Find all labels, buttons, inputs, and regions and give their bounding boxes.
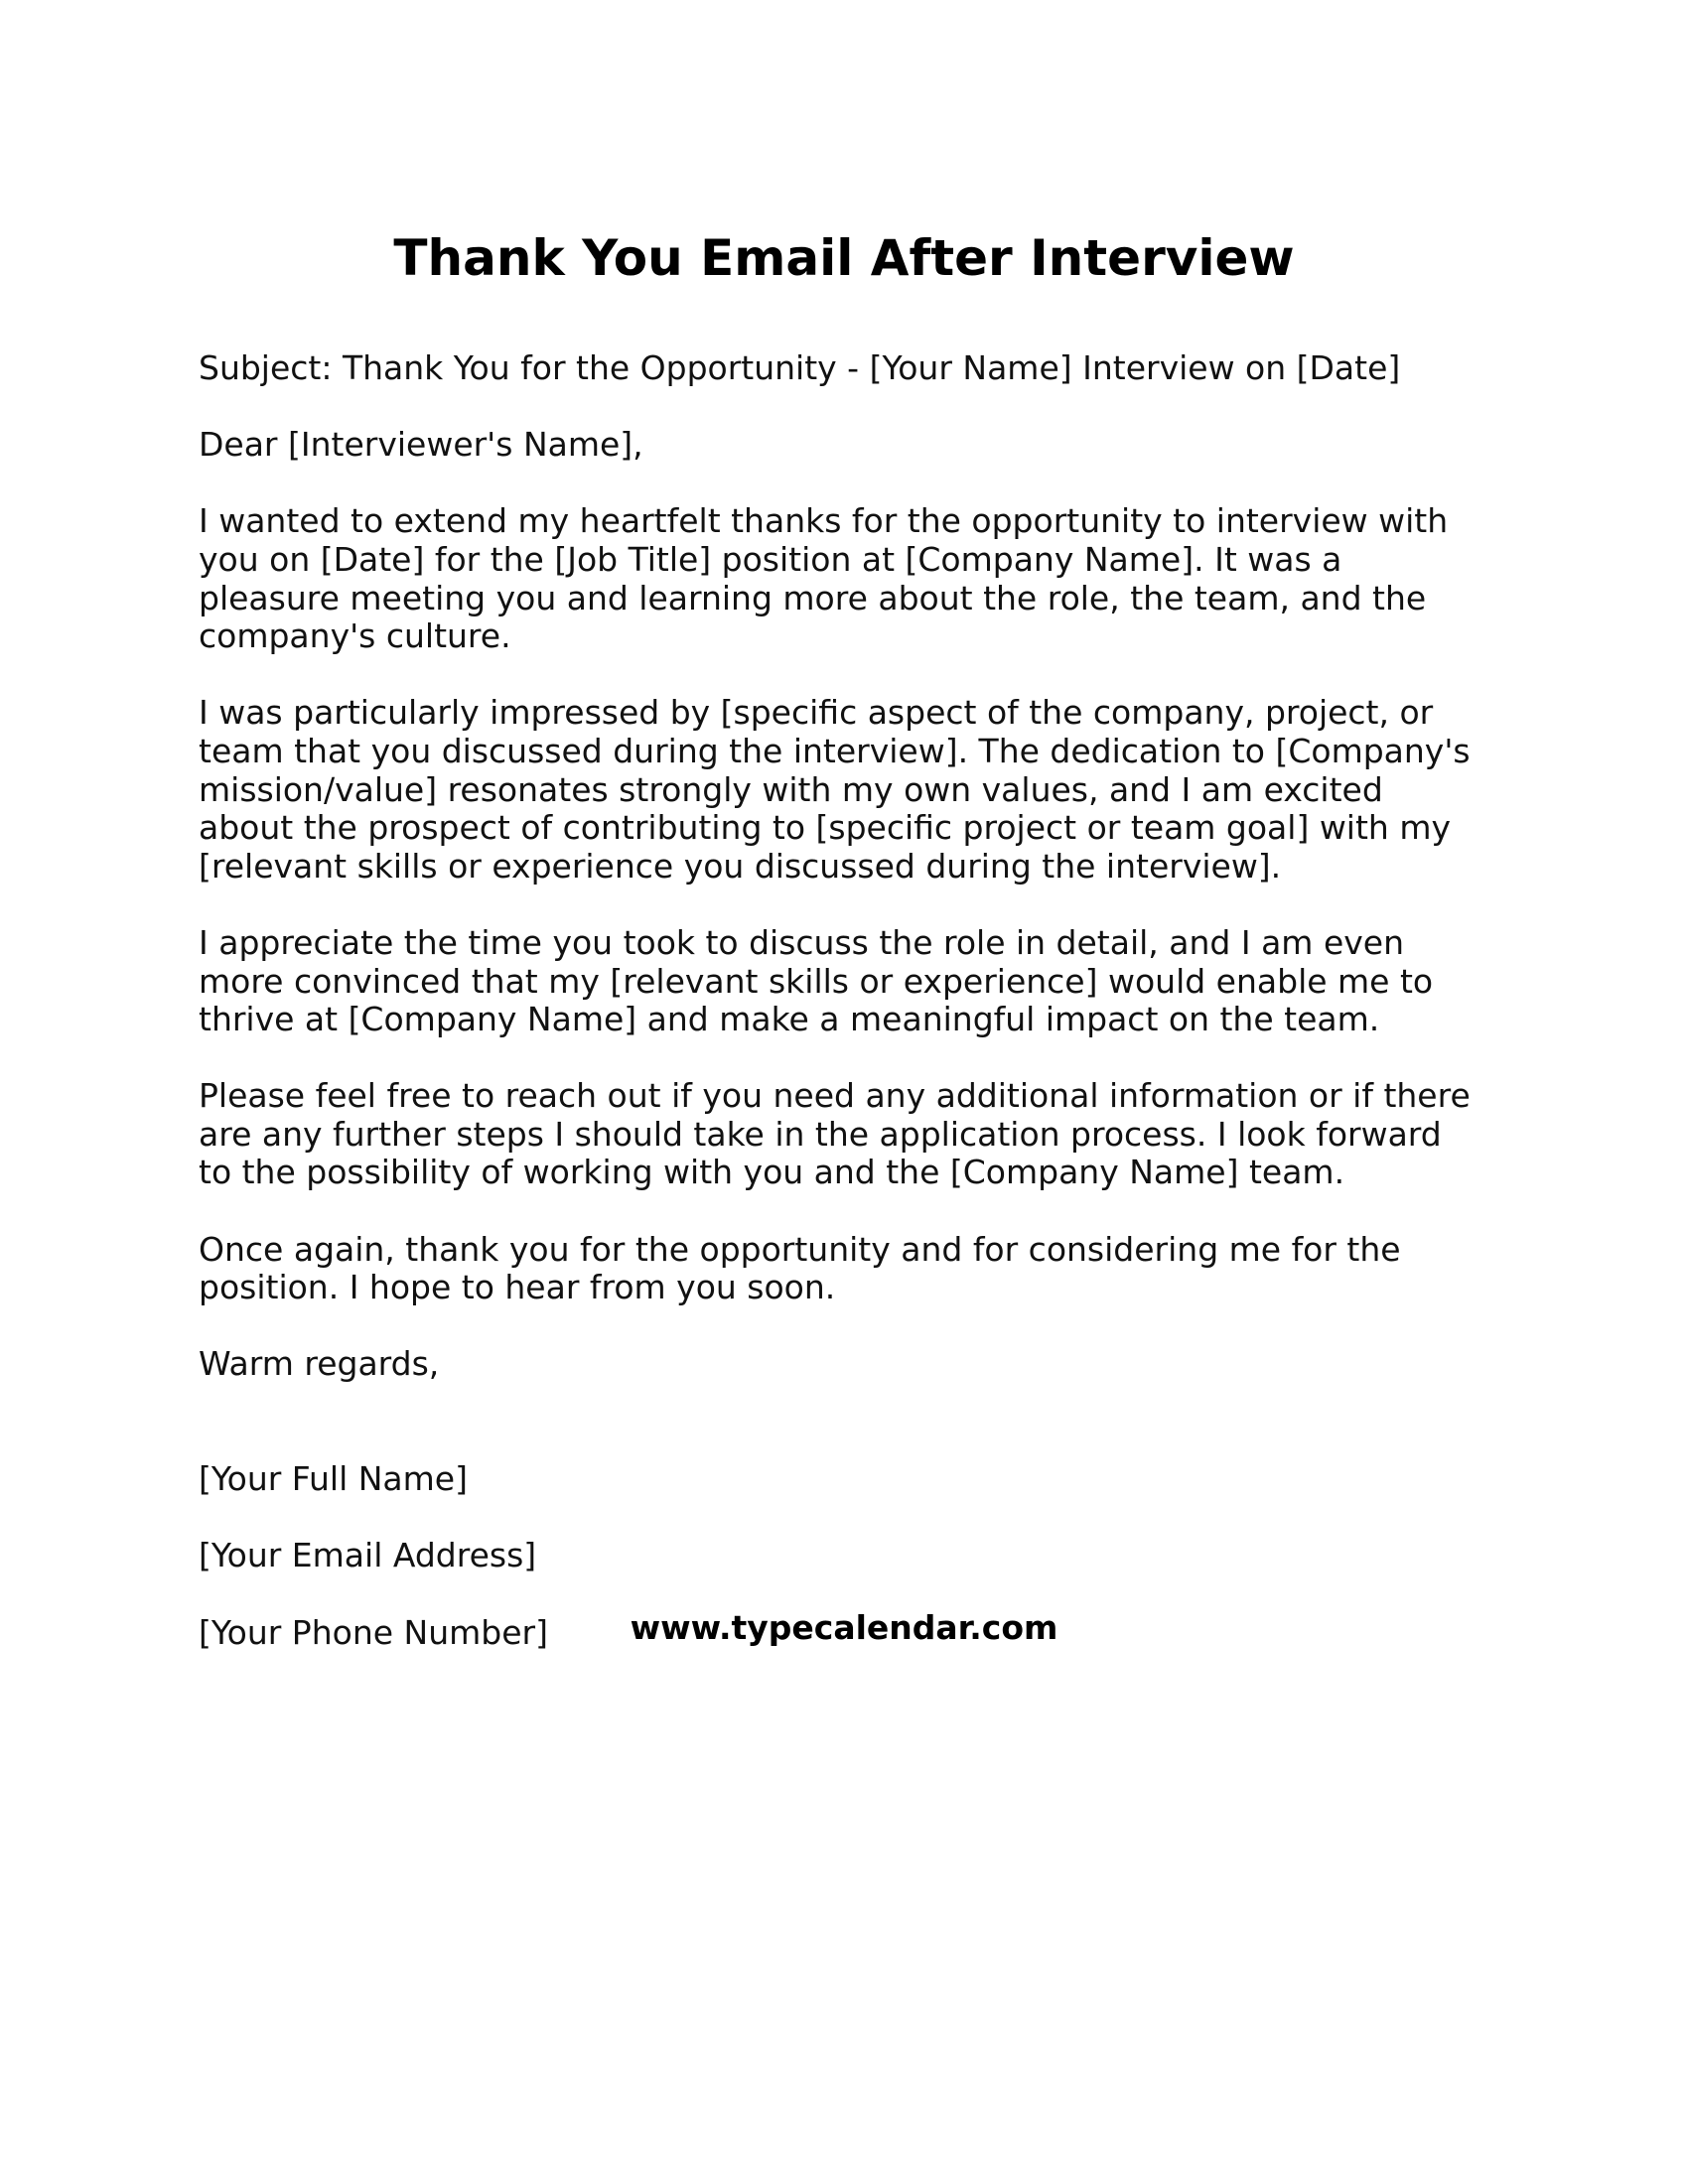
signature-email: [Your Email Address] bbox=[199, 1536, 537, 1575]
signature-block bbox=[199, 1423, 1509, 1691]
document-title: Thank You Email After Interview bbox=[393, 228, 1295, 287]
signature-phone: [Your Phone Number] bbox=[199, 1612, 548, 1652]
paragraph-appreciate: I appreciate the time you took to discuss the role in detail, and I am even more convinced that my [relevant skills or experience] would enable me to thrive at [Company Name] and make a meaningful impact on the team. bbox=[199, 922, 1434, 1039]
email-body bbox=[199, 349, 1509, 1728]
salutation: Dear [Interviewer's Name], bbox=[199, 425, 643, 465]
paragraph-thanks: I wanted to extend my heartfelt thanks for the opportunity to interview with you on [Date] for the [Job Title] position at [Company Name]. It was a pleasure meeting you and learning more about the role, the team, and the company's culture. bbox=[199, 501, 1449, 656]
paragraph-follow-up: Please feel free to reach out if you need any additional information or if there are any further steps I should take in the application process. I look forward to the possibility of working with you and the [Company Name] team. bbox=[199, 1076, 1471, 1192]
footer-website: www.typecalendar.com bbox=[630, 1608, 1058, 1647]
paragraph-impressed: I was particularly impressed by [specific aspect of the company, project, or team that you discussed during the interview]. The dedication to [Company's mission/value] resonates strongly with my own values, and I am excited about the prospect of contributing to [specific project or team goal] with my [relevant skills or experience you discussed during the interview]. bbox=[199, 693, 1471, 886]
closing: Warm regards, bbox=[199, 1344, 440, 1384]
paragraph-closing-thanks: Once again, thank you for the opportunity and for considering me for the position. I hope to hear from you soon. bbox=[199, 1229, 1401, 1307]
signature-name: [Your Full Name] bbox=[199, 1459, 468, 1499]
subject-line: Subject: Thank You for the Opportunity - [Your Name] Interview on [Date] bbox=[199, 348, 1401, 387]
